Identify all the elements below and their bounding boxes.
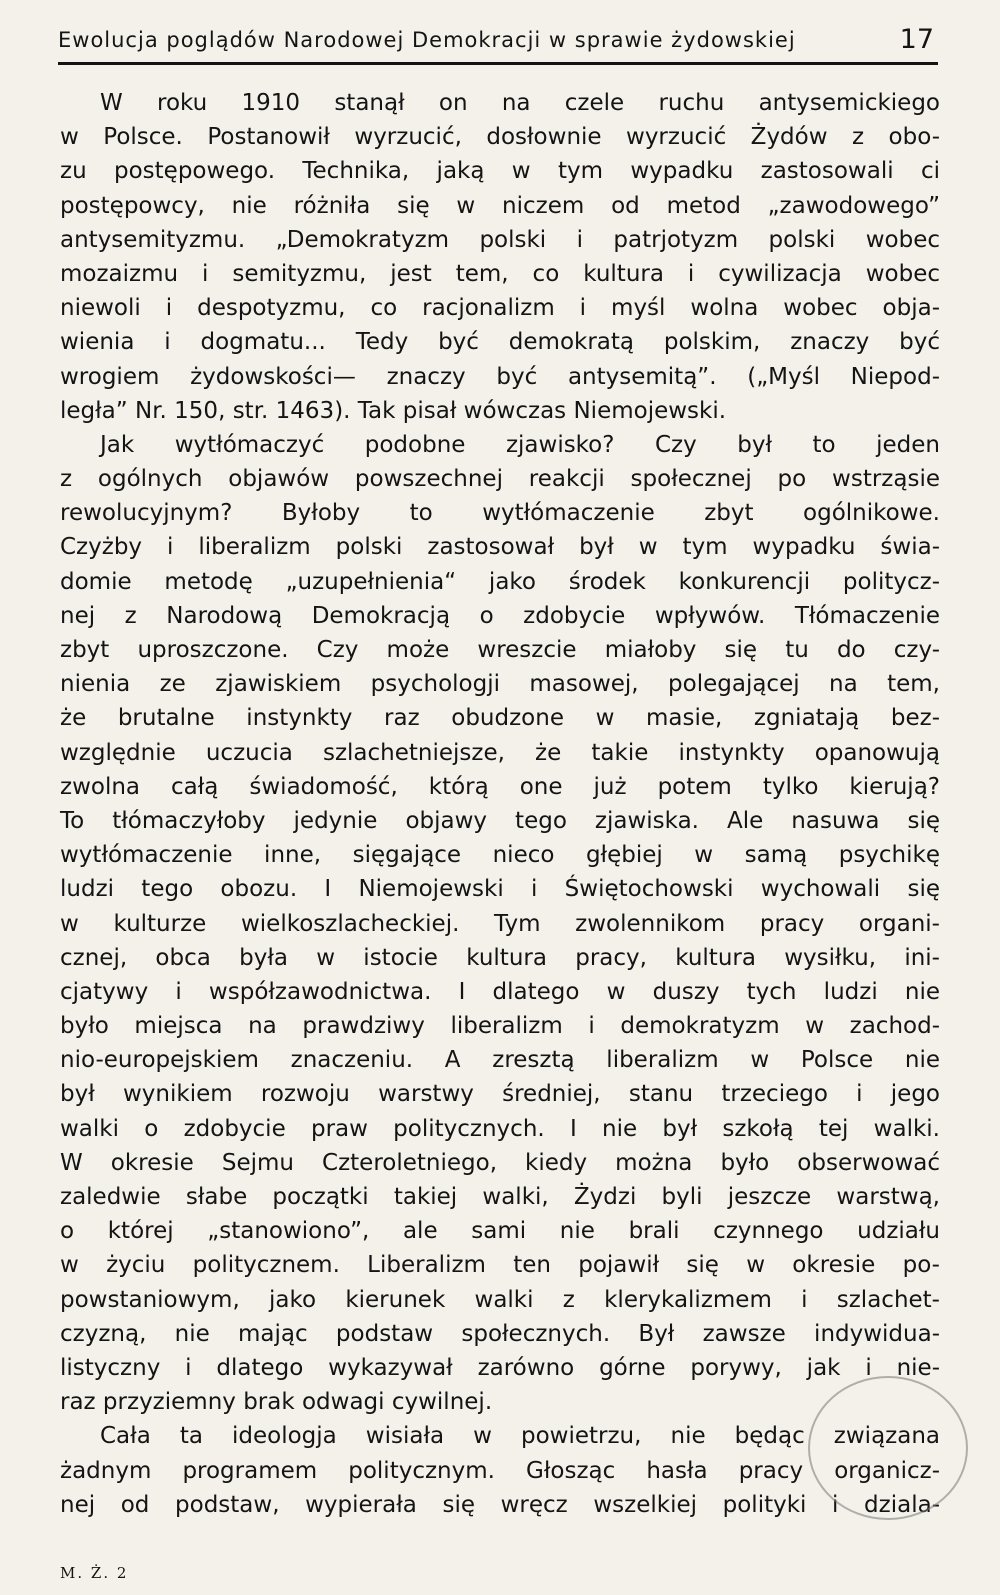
text-line: rewolucyjnym? Byłoby to wytłómaczenie zbyt ogólnikowe. — [60, 500, 940, 527]
text-line: zbyt uproszczone. Czy może wreszcie miałoby się tu do czy- — [60, 637, 940, 663]
text-line: wytłómaczenie inne, sięgające nieco głębiej w samą psychikę — [60, 842, 940, 869]
page-number: 17 — [899, 24, 934, 55]
signature-mark: M. Ż. 2 — [60, 1564, 129, 1582]
text-line: w Polsce. Postanowił wyrzucić, dosłownie wyrzucić Żydów z obo- — [60, 124, 940, 151]
text-line: powstaniowym, jako kierunek walki z klerykalizmem i szlachet- — [60, 1286, 940, 1313]
running-head — [58, 20, 938, 64]
text-line: W okresie Sejmu Czteroletniego, kiedy można było obserwować — [60, 1149, 940, 1176]
text-line: niewoli i despotyzmu, co racjonalizm i myśl wolna wobec obja- — [60, 295, 940, 322]
text-line: mozaizmu i semityzmu, jest tem, co kultura i cywilizacja wobec — [60, 260, 940, 287]
text-line: Cała ta ideologja wisiała w powietrzu, nie będąc związana — [100, 1423, 940, 1450]
text-line: wrogiem żydowskości— znaczy być antysemitą”. („Myśl Niepod- — [60, 363, 940, 390]
library-stamp — [808, 1376, 968, 1520]
text-line: w kulturze wielkoszlacheckiej. Tym zwolennikom pracy organi- — [60, 910, 940, 937]
text-line: raz przyziemny brak odwagi cywilnej. — [60, 1389, 493, 1416]
text-line: nej z Narodową Demokracją o zdobycie wpływów. Tłómaczenie — [60, 602, 940, 629]
text-line: zu postępowego. Technika, jaką w tym wypadku zastosowali ci — [60, 158, 940, 185]
text-line: W roku 1910 stanął on na czele ruchu antysemickiego — [100, 90, 940, 116]
text-line: względnie uczucia szlachetniejsze, że takie instynkty opanowują — [60, 739, 940, 766]
body-text — [60, 86, 940, 1522]
running-title: Ewolucja poglądów Narodowej Demokracji w sprawie żydowskiej — [58, 28, 796, 52]
text-line: z ogólnych objawów powszechnej reakcji społecznej po wstrząsie — [60, 466, 940, 493]
text-line: że brutalne instynkty raz obudzone w masie, zgniatają bez- — [60, 705, 940, 732]
text-line: było miejsca na prawdziwy liberalizm i demokratyzm w zachod- — [60, 1013, 940, 1040]
text-line: postępowcy, nie różniła się w niczem od metod „zawodowego” — [60, 192, 940, 219]
text-line: o której „stanowiono”, ale sami nie brali czynnego udziału — [60, 1218, 940, 1245]
text-line: zaledwie słabe początki takiej walki, Żydzi byli jeszcze warstwą, — [60, 1184, 940, 1210]
text-line: w życiu politycznem. Liberalizm ten pojawił się w okresie po- — [60, 1252, 940, 1279]
text-line: nej od podstaw, wypierała się wręcz wszelkiej polityki i dziala- — [60, 1491, 940, 1518]
text-line: Jak wytłómaczyć podobne zjawisko? Czy był to jeden — [100, 431, 940, 458]
text-line: walki o zdobycie praw politycznych. I nie był szkołą tej walki. — [60, 1115, 940, 1142]
text-line: był wynikiem rozwoju warstwy średniej, stanu trzeciego i jego — [60, 1081, 940, 1108]
text-line: To tłómaczyłoby jedynie objawy tego zjawiska. Ale nasuwa się — [60, 807, 940, 834]
text-line: nienia ze zjawiskiem psychologji masowej, polegającej na tem, — [60, 671, 940, 698]
text-line: antysemityzmu. „Demokratyzm polski i patrjotyzm polski wobec — [60, 226, 940, 253]
text-line: cznej, obca była w istocie kultura pracy, kultura wysiłku, ini- — [60, 944, 940, 971]
text-line: listyczny i dlatego wykazywał zarówno górne porywy, jak i nie- — [60, 1354, 940, 1381]
text-line: cjatywy i współzawodnictwa. I dlatego w duszy tych ludzi nie — [60, 978, 940, 1005]
text-line: Czyżby i liberalizm polski zastosował był w tym wypadku świa- — [60, 534, 940, 561]
text-line: domie metodę „uzupełnienia“ jako środek konkurencji politycz- — [60, 568, 940, 595]
text-line: legła” Nr. 150, str. 1463). Tak pisał wówczas Niemojewski. — [60, 397, 727, 424]
text-line: ludzi tego obozu. I Niemojewski i Świętochowski wychowali się — [60, 876, 940, 903]
text-line: wienia i dogmatu... Tedy być demokratą polskim, znaczy być — [60, 329, 940, 356]
text-line: czyzną, nie mając podstaw społecznych. Był zawsze indywidua- — [60, 1320, 940, 1347]
text-line: nio-europejskiem znaczeniu. A zresztą liberalizm w Polsce nie — [60, 1047, 940, 1074]
header-rule — [58, 62, 938, 65]
text-line: żadnym programem politycznym. Głosząc hasła pracy organicz- — [60, 1457, 940, 1484]
text-line: zwolna całą świadomość, którą one już potem tylko kierują? — [60, 773, 940, 800]
